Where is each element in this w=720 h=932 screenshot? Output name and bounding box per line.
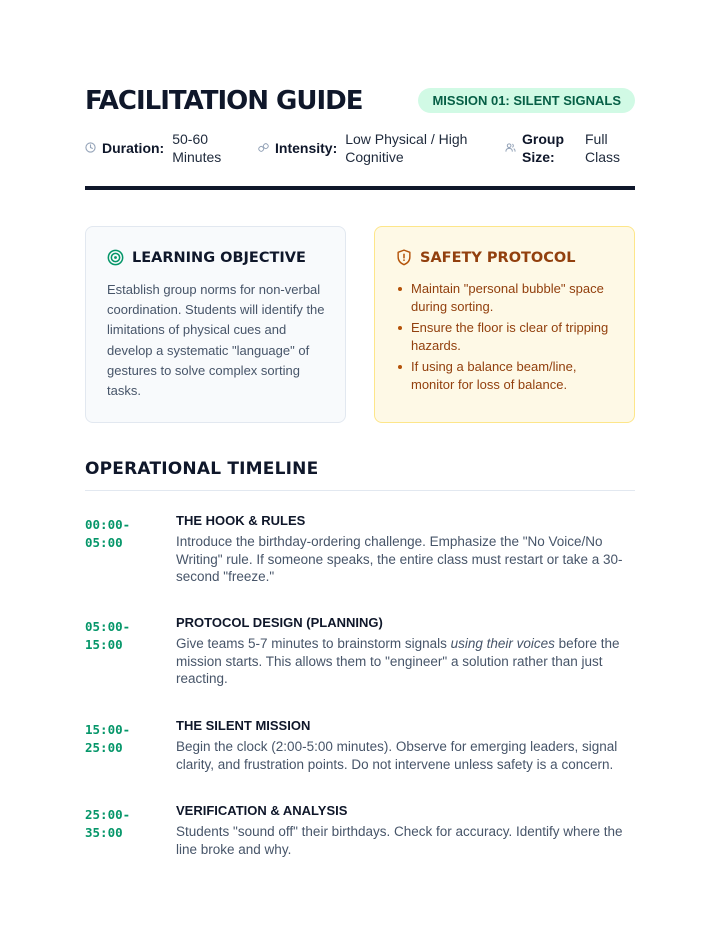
safety-item: Ensure the floor is clear of tripping hazards. bbox=[396, 319, 618, 354]
learning-objective-header bbox=[107, 249, 306, 266]
timeline-divider bbox=[85, 490, 635, 491]
safety-item: If using a balance beam/line, monitor for loss of balance. bbox=[396, 358, 618, 393]
page-title: FACILITATION GUIDE bbox=[85, 86, 363, 116]
timeline-content bbox=[176, 717, 631, 773]
timeline-entry-title: THE HOOK & RULES bbox=[176, 513, 306, 528]
timeline-entry-desc: Introduce the birthday-ordering challenge. Emphasize the "No Voice/No Writing" rule. If someone speaks, the entire class must restart or take a 30-second "freeze." bbox=[176, 534, 623, 585]
safety-protocol-header bbox=[396, 249, 575, 266]
group-size-label: Group Size: bbox=[522, 131, 564, 165]
timeline-entry-desc: Students "sound off" their birthdays. Check for accuracy. Identify where the line broke and why. bbox=[176, 824, 623, 857]
meta-group-size bbox=[505, 130, 625, 166]
timeline-entry-title: PROTOCOL DESIGN (PLANNING) bbox=[176, 615, 383, 630]
safety-protocol-title: SAFETY PROTOCOL bbox=[420, 249, 576, 266]
users-icon bbox=[505, 142, 516, 153]
desc-text-after: before the mission starts. This allows them to "engineer" a solution rather than just reacting. bbox=[176, 636, 620, 687]
timeline-time: 25:00-35:00 bbox=[85, 807, 131, 840]
timeline-entry-desc: Begin the clock (2:00-5:00 minutes). Observe for emerging leaders, signal clarity, and frustration points. Do not intervene unless safety is a concern. bbox=[176, 739, 618, 772]
duration-value: 50-60 Minutes bbox=[172, 131, 222, 165]
learning-objective-body: Establish group norms for non-verbal coordination. Students will identify the limitations of physical cues and develop a systematic "language" of gestures to solve complex sorting tasks. bbox=[107, 282, 325, 399]
safety-protocol-card bbox=[374, 226, 635, 423]
timeline-title: OPERATIONAL TIMELINE bbox=[85, 459, 319, 479]
timeline-content bbox=[176, 802, 631, 858]
timeline-entry-title: VERIFICATION & ANALYSIS bbox=[176, 803, 348, 818]
group-size-value: Full Class bbox=[585, 131, 621, 165]
intensity-label: Intensity: bbox=[275, 140, 338, 156]
desc-text-before: Give teams 5-7 minutes to brainstorm signals bbox=[176, 636, 451, 651]
meta-duration bbox=[85, 130, 232, 166]
header bbox=[85, 86, 635, 116]
learning-objective-card bbox=[85, 226, 346, 423]
desc-emphasis: using their voices bbox=[450, 636, 555, 651]
duration-label: Duration: bbox=[102, 140, 165, 156]
timeline-time: 15:00-25:00 bbox=[85, 722, 131, 755]
timeline-content bbox=[176, 614, 631, 688]
mission-badge: MISSION 01: SILENT SIGNALS bbox=[418, 88, 635, 113]
clock-icon bbox=[85, 142, 96, 153]
timeline-entry-title: THE SILENT MISSION bbox=[176, 718, 311, 733]
intensity-value: Low Physical / High Cognitive bbox=[345, 131, 468, 165]
timeline-entry-desc bbox=[176, 635, 631, 688]
shield-icon bbox=[396, 249, 412, 266]
timeline-content bbox=[176, 512, 631, 586]
learning-objective-title: LEARNING OBJECTIVE bbox=[132, 249, 306, 266]
safety-list bbox=[396, 280, 618, 397]
timeline-time: 00:00-05:00 bbox=[85, 517, 131, 550]
safety-item: Maintain "personal bubble" space during sorting. bbox=[396, 280, 618, 315]
link-icon bbox=[258, 142, 269, 153]
meta-intensity bbox=[258, 130, 495, 166]
timeline-time: 05:00-15:00 bbox=[85, 619, 131, 652]
target-icon bbox=[107, 249, 124, 266]
header-divider bbox=[85, 186, 635, 190]
meta-bar bbox=[85, 130, 635, 168]
